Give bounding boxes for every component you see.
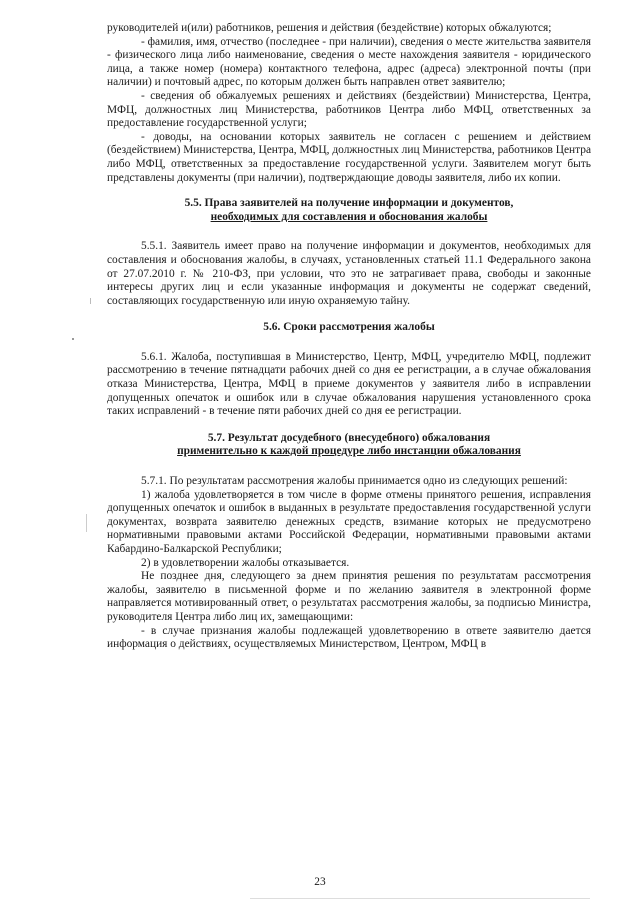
paragraph-appealed-decisions: - сведения об обжалуемых решениях и действиях (бездействии) Министерства, Центра, МФЦ, должностных лиц Министерства, работников Центра либо МФЦ, ответственных за предоставление государственной услуги; [107, 89, 591, 130]
document-page [107, 22, 591, 652]
paragraph-not-later: Не позднее дня, следующего за днем принятия решения по результатам рассмотрения жалобы, заявителю в письменной форме и по желанию заявителя в электронной форме направляется мотивированный ответ, о результатах рассмотрения жалобы, за подписью Министра, руководителя Центра либо лиц их, замещающими: [107, 570, 591, 623]
heading-5-7-line2: применительно к каждой процедуре либо инстанции обжалования [177, 445, 521, 458]
heading-5-5-line2: необходимых для составления и обоснования жалобы [210, 210, 488, 223]
heading-5-6-line1: 5.6. Сроки рассмотрения жалобы [263, 321, 435, 334]
page-number: 23 [314, 876, 326, 888]
paragraph-decision-2: 2) в удовлетворении жалобы отказывается. [141, 556, 350, 569]
section-heading-5-6 [107, 321, 591, 335]
scan-speck [72, 338, 74, 340]
scan-speck [86, 514, 87, 532]
heading-5-7-line1: 5.7. Результат досудебного (внесудебного) обжалования [207, 431, 491, 444]
paragraph-5-6-1: 5.6.1. Жалоба, поступившая в Министерство, Центр, МФЦ, учредителю МФЦ, подлежит рассмотрению в течение пятнадцати рабочих дней со дня ее регистрации, а в случае обжалования отказа Министерства, Центра, МФЦ в приеме документов у заявителя либо в исправлении допущенных опечаток и ошибок или в случае обжалования нарушения установленного срока таких исправлений - в течение пяти рабочих дней со дня ее регистрации. [107, 350, 591, 418]
paragraph-arguments: - доводы, на основании которых заявитель не согласен с решением и действием (бездействием) Министерства, Центра, МФЦ, должностных лиц Министерства, работников Центра либо МФЦ, ответственных за предоставление государственной услуги. Заявителем могут быть представлены документы (при наличии), подтверждающие доводы заявителя, либо их копии. [107, 130, 591, 184]
heading-5-5-line1: 5.5. Права заявителей на получение информации и документов, [184, 197, 514, 210]
paragraph-5-7-1: 5.7.1. По результатам рассмотрения жалобы принимается одно из следующих решений: [141, 475, 568, 488]
paragraph-decision-1: 1) жалоба удовлетворяется в том числе в форме отмены принятого решения, исправления допущенных опечаток и ошибок в выданных в результате предоставления государственной услуги документах, возврата заявителю денежных средств, взимание которых не предусмотрено нормативными правовыми актами Российской Федерации, нормативными правовыми актами Кабардино-Балкарской Республики; [107, 488, 591, 555]
paragraph-case-satisfied: - в случае признания жалобы подлежащей удовлетворению в ответе заявителю дается информация о действиях, осуществляемых Министерством, Центром, МФЦ в [107, 624, 591, 651]
scan-edge-line [250, 898, 590, 899]
section-heading-5-7 [107, 432, 591, 459]
paragraph-5-5-1: 5.5.1. Заявитель имеет право на получение информации и документов, необходимых для составления и обоснования жалобы, в случаях, установленных статьей 11.1 Федерального закона от 27.07.2010 г. № 210-ФЗ, при условии, что это не затрагивает права, свободы и законные интересы других лиц и если указанные информация и документы не содержат сведений, составляющих государственную или иную охраняемую тайну. [107, 240, 591, 307]
paragraph-applicant-details: - фамилия, имя, отчество (последнее - при наличии), сведения о месте жительства заявителя - физического лица либо наименование, сведения о месте нахождения заявителя - юридического лица, а также номер (номера) контактного телефона, адрес (адреса) электронной почты (при наличии) и почтовый адрес, по которым должен быть направлен ответ заявителю; [107, 35, 591, 89]
paragraph-continuation: руководителей и(или) работников, решения и действия (бездействие) которых обжалуются; [107, 22, 552, 34]
section-heading-5-5 [107, 197, 591, 224]
scan-speck [90, 298, 91, 304]
